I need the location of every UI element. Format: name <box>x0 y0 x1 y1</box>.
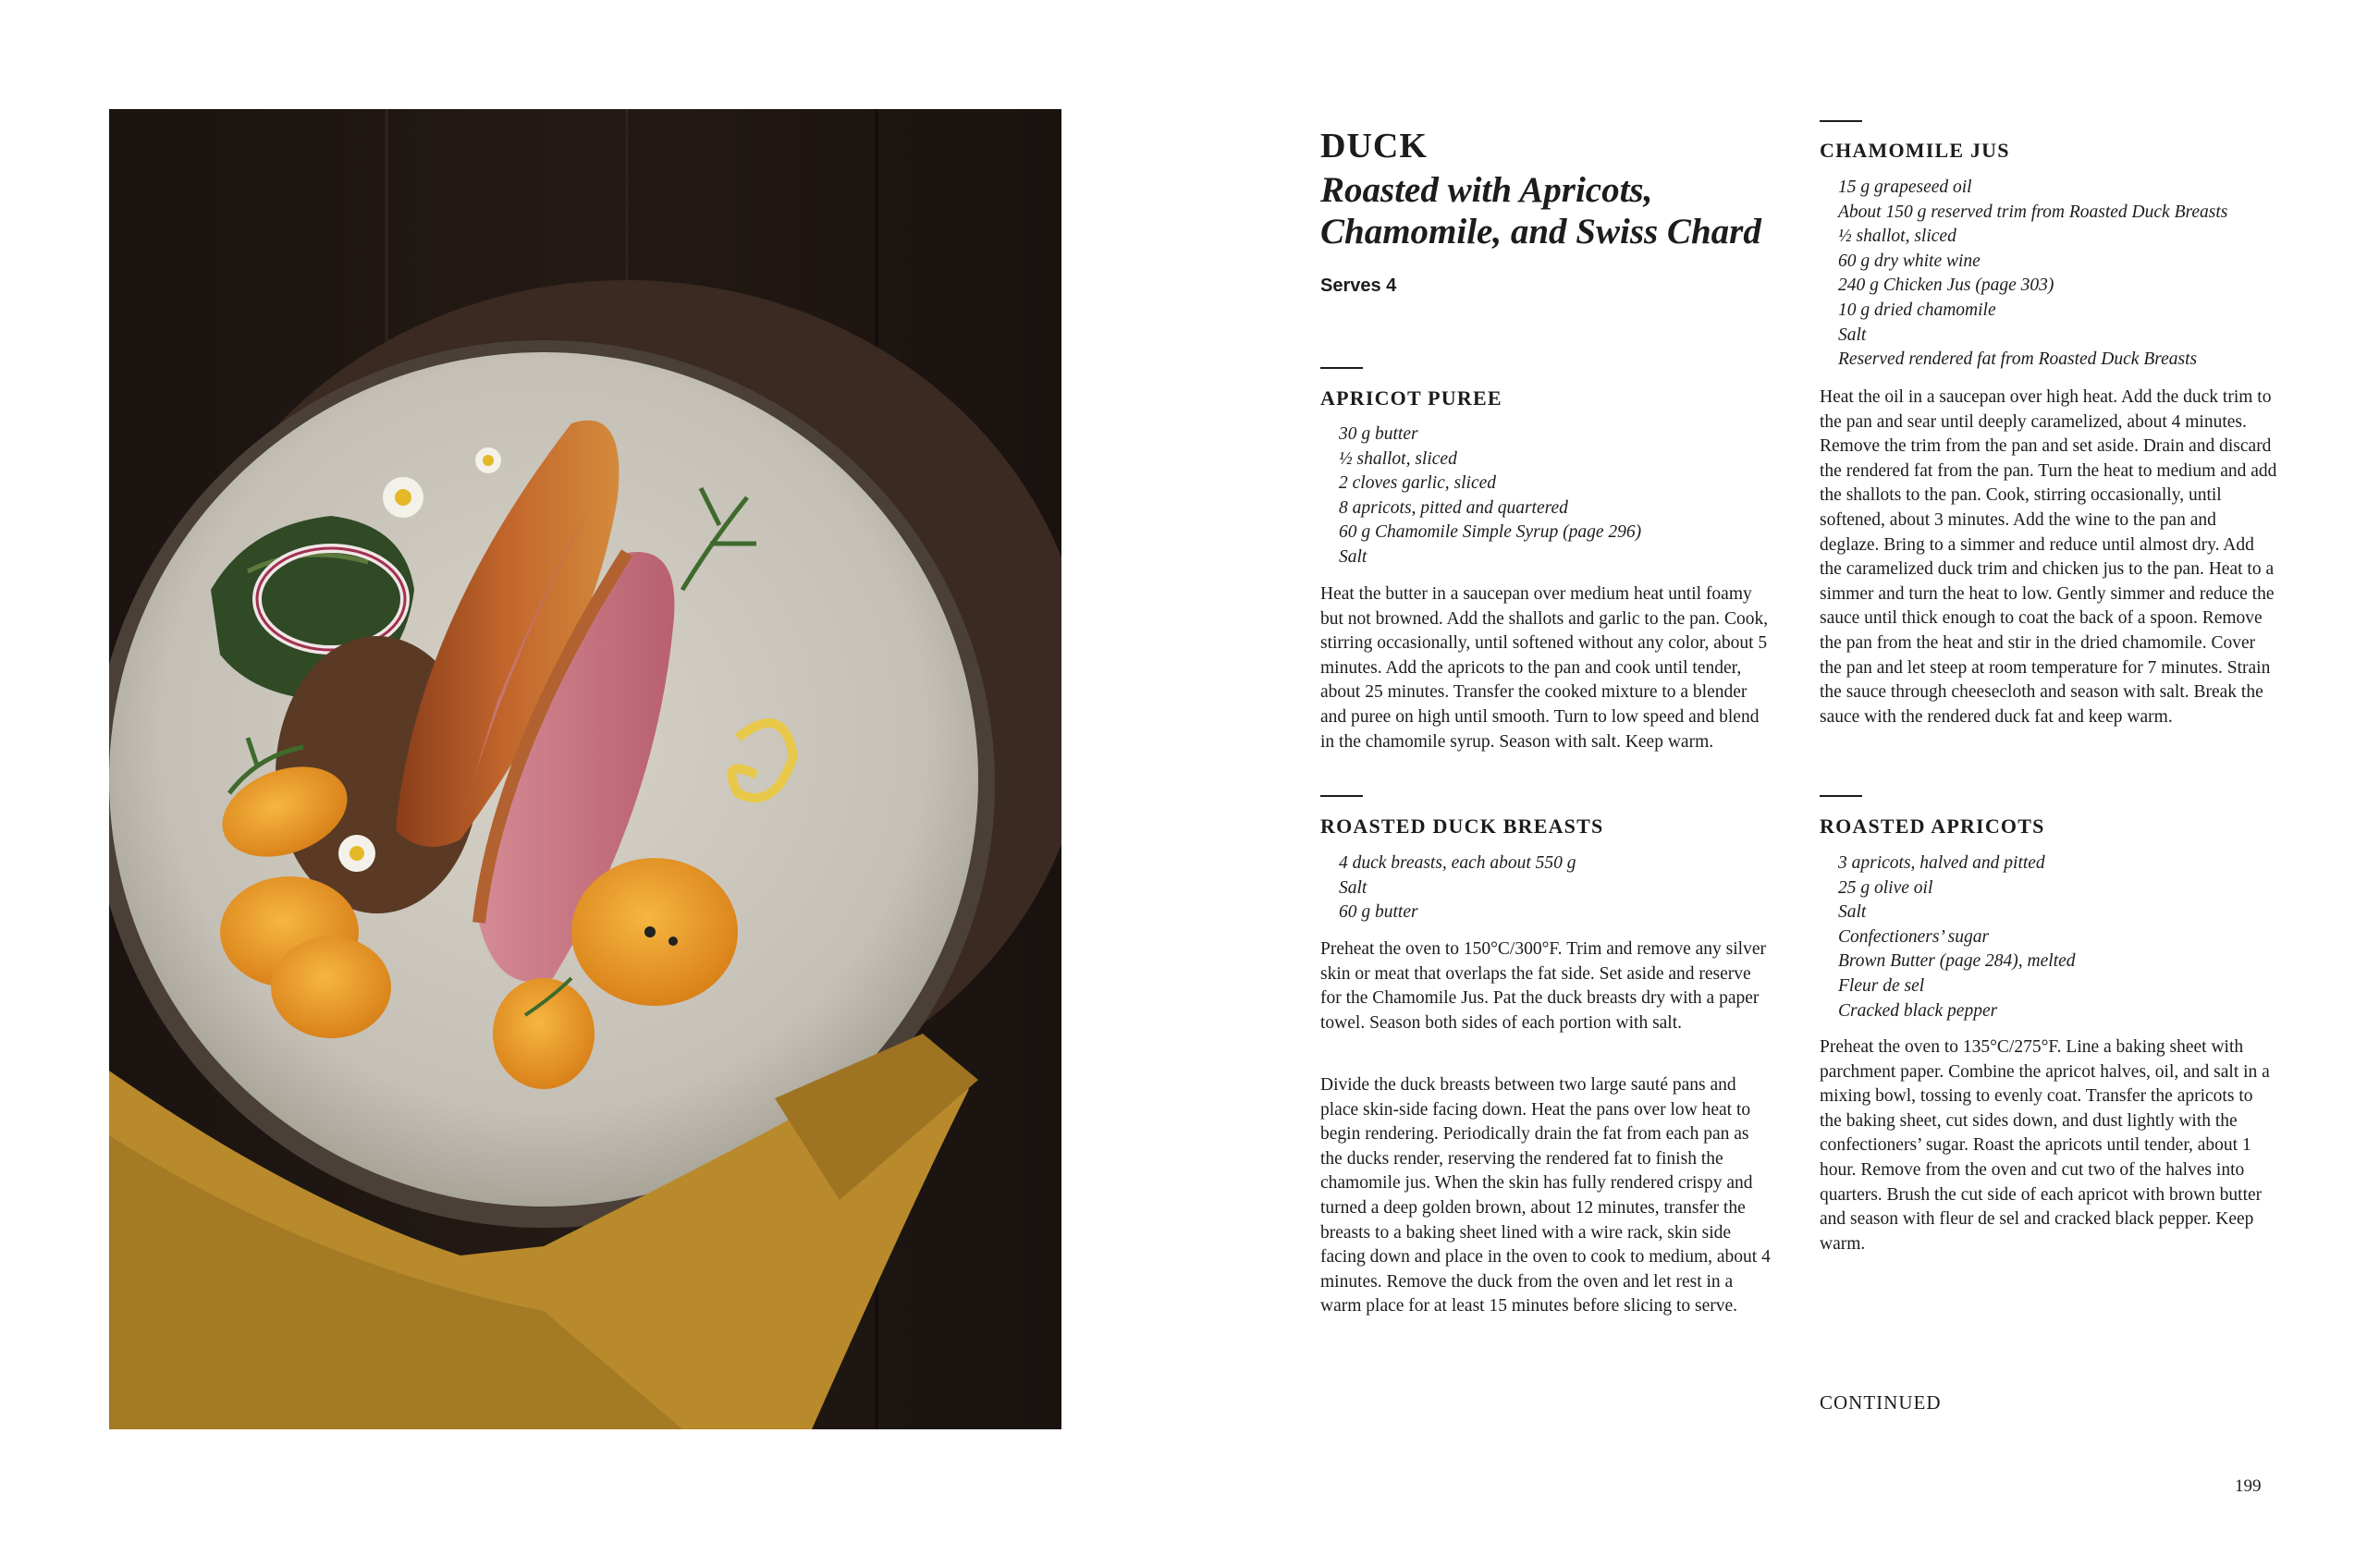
section-rule <box>1820 795 1862 797</box>
roasted-apricots-ingredients <box>1838 851 2282 1023</box>
ingredient-item: About 150 g reserved trim from Roasted Duck Breasts <box>1838 202 2228 222</box>
ingredient-item: 25 g olive oil <box>1838 877 1933 898</box>
ingredient-item: Salt <box>1339 877 1367 898</box>
serves-label: Serves 4 <box>1320 276 1397 296</box>
ingredient-item: 30 g butter <box>1339 424 1418 444</box>
continued-label: CONTINUED <box>1820 1391 1942 1414</box>
chamomile-jus-ingredients <box>1838 176 2291 373</box>
ingredient-item: Cracked black pepper <box>1838 1000 1998 1021</box>
recipe-subtitle: Roasted with Apricots, Chamomile, and Swiss Chard <box>1320 170 1761 251</box>
ingredient-item: 240 g Chicken Jus (page 303) <box>1838 276 2054 296</box>
dish-photo <box>109 109 1061 1429</box>
roasted-apricots-heading: ROASTED APRICOTS <box>1820 815 2045 838</box>
roasted-duck-breasts-method-2: Divide the duck breasts between two large sauté pans and place skin-side facing down. Heat the pans over low heat to begin rendering. Periodically drain the fat from each pan as the ducks render, reserving the rendered fat to finish the chamomile jus. When the skin has fully rendered crispy and turned a deep golden brown, about 12 minutes, transfer the breasts to a baking sheet lined with a wire rack, skin side facing down and place in the oven to cook to medium, about 4 minutes. Remove the duck from the oven and let rest in a warm place for at least 15 minutes before slicing to serve. <box>1320 1075 1771 1317</box>
ingredient-item: 4 duck breasts, each about 550 g <box>1339 853 1576 873</box>
ingredient-item: ½ shallot, sliced <box>1838 227 1956 247</box>
apricot-puree-heading: APRICOT PUREE <box>1320 386 1502 410</box>
recipe-title: DUCK <box>1320 127 1428 165</box>
ingredient-item: 60 g butter <box>1339 902 1418 923</box>
apricot-puree-method: Heat the butter in a saucepan over medium heat until foamy but not browned. Add the shallots and garlic to the pan. Cook, stirring occasionally, until softened without any color, about 5 minutes. Add the apricots to the pan and cook until tender, about 25 minutes. Transfer the cooked mixture to a blender and puree on high until smooth. Turn to low speed and blend in the chamomile syrup. Season with salt. Keep warm. <box>1320 584 1769 752</box>
section-rule <box>1820 120 1862 122</box>
roasted-apricots-method: Preheat the oven to 135°C/275°F. Line a baking sheet with parchment paper. Combine the apricot halves, oil, and salt in a mixing bowl, tossing to evenly coat. Transfer the apricots to the baking sheet, cut sides down, and dust lightly with the confectioners’ sugar. Roast the apricots until tender, about 1 hour. Remove from the oven and cut two of the halves into quarters. Brush the cut side of each apricot with brown butter and season with fleur de sel and cracked black pepper. Keep warm. <box>1820 1037 2270 1254</box>
ingredient-item: Fleur de sel <box>1838 975 1925 996</box>
section-rule <box>1320 367 1363 369</box>
ingredient-item: 8 apricots, pitted and quartered <box>1339 497 1568 518</box>
ingredient-item: Reserved rendered fat from Roasted Duck Breasts <box>1838 349 2198 370</box>
ingredient-item: ½ shallot, sliced <box>1339 448 1457 469</box>
ingredient-item: Brown Butter (page 284), melted <box>1838 951 2076 972</box>
ingredient-item: Salt <box>1838 325 1867 345</box>
roasted-duck-breasts-heading: ROASTED DUCK BREASTS <box>1320 815 1604 838</box>
ingredient-item: 10 g dried chamomile <box>1838 300 1996 320</box>
roasted-duck-breasts-ingredients <box>1339 851 1783 925</box>
apricot-puree-ingredients <box>1339 423 1783 570</box>
ingredient-item: 3 apricots, halved and pitted <box>1838 853 2045 873</box>
ingredient-item: Salt <box>1838 902 1867 923</box>
ingredient-item: 2 cloves garlic, sliced <box>1339 473 1497 494</box>
ingredient-item: Confectioners’ sugar <box>1838 926 1990 947</box>
section-rule <box>1320 795 1363 797</box>
ingredient-item: 60 g Chamomile Simple Syrup (page 296) <box>1339 522 1642 543</box>
ingredient-item: 60 g dry white wine <box>1838 251 1981 271</box>
page-number: 199 <box>2235 1476 2262 1496</box>
ingredient-item: Salt <box>1339 546 1367 567</box>
ingredient-item: 15 g grapeseed oil <box>1838 178 1972 197</box>
chamomile-jus-heading: CHAMOMILE JUS <box>1820 139 2010 162</box>
roasted-duck-breasts-method-1: Preheat the oven to 150°C/300°F. Trim and remove any silver skin or meat that overlaps the fat side. Set aside and reserve for the Chamomile Jus. Pat the duck breasts dry with a paper towel. Season both sides of each portion with salt. <box>1320 939 1766 1033</box>
chamomile-jus-method: Heat the oil in a saucepan over high heat. Add the duck trim to the pan and sear until deeply caramelized, about 4 minutes. Remove the trim from the pan and set aside. Drain and discard the rendered fat from the pan. Turn the heat to medium and add the shallots to the pan. Cook, stirring occasionally, until softened, about 3 minutes. Add the wine to the pan and deglaze. Bring to a simmer and reduce until almost dry. Add the caramelized duck trim and chicken jus to the pan. Heat to a simmer and turn the heat to low. Gently simmer and reduce the sauce until thick enough to coat the back of a spoon. Remove the pan from the heat and stir in the dried chamomile. Cover the pan and let steep at room temperature for 7 minutes. Strain the sauce through cheesecloth and season with salt. Break the sauce with the rendered duck fat and keep warm. <box>1820 387 2277 727</box>
